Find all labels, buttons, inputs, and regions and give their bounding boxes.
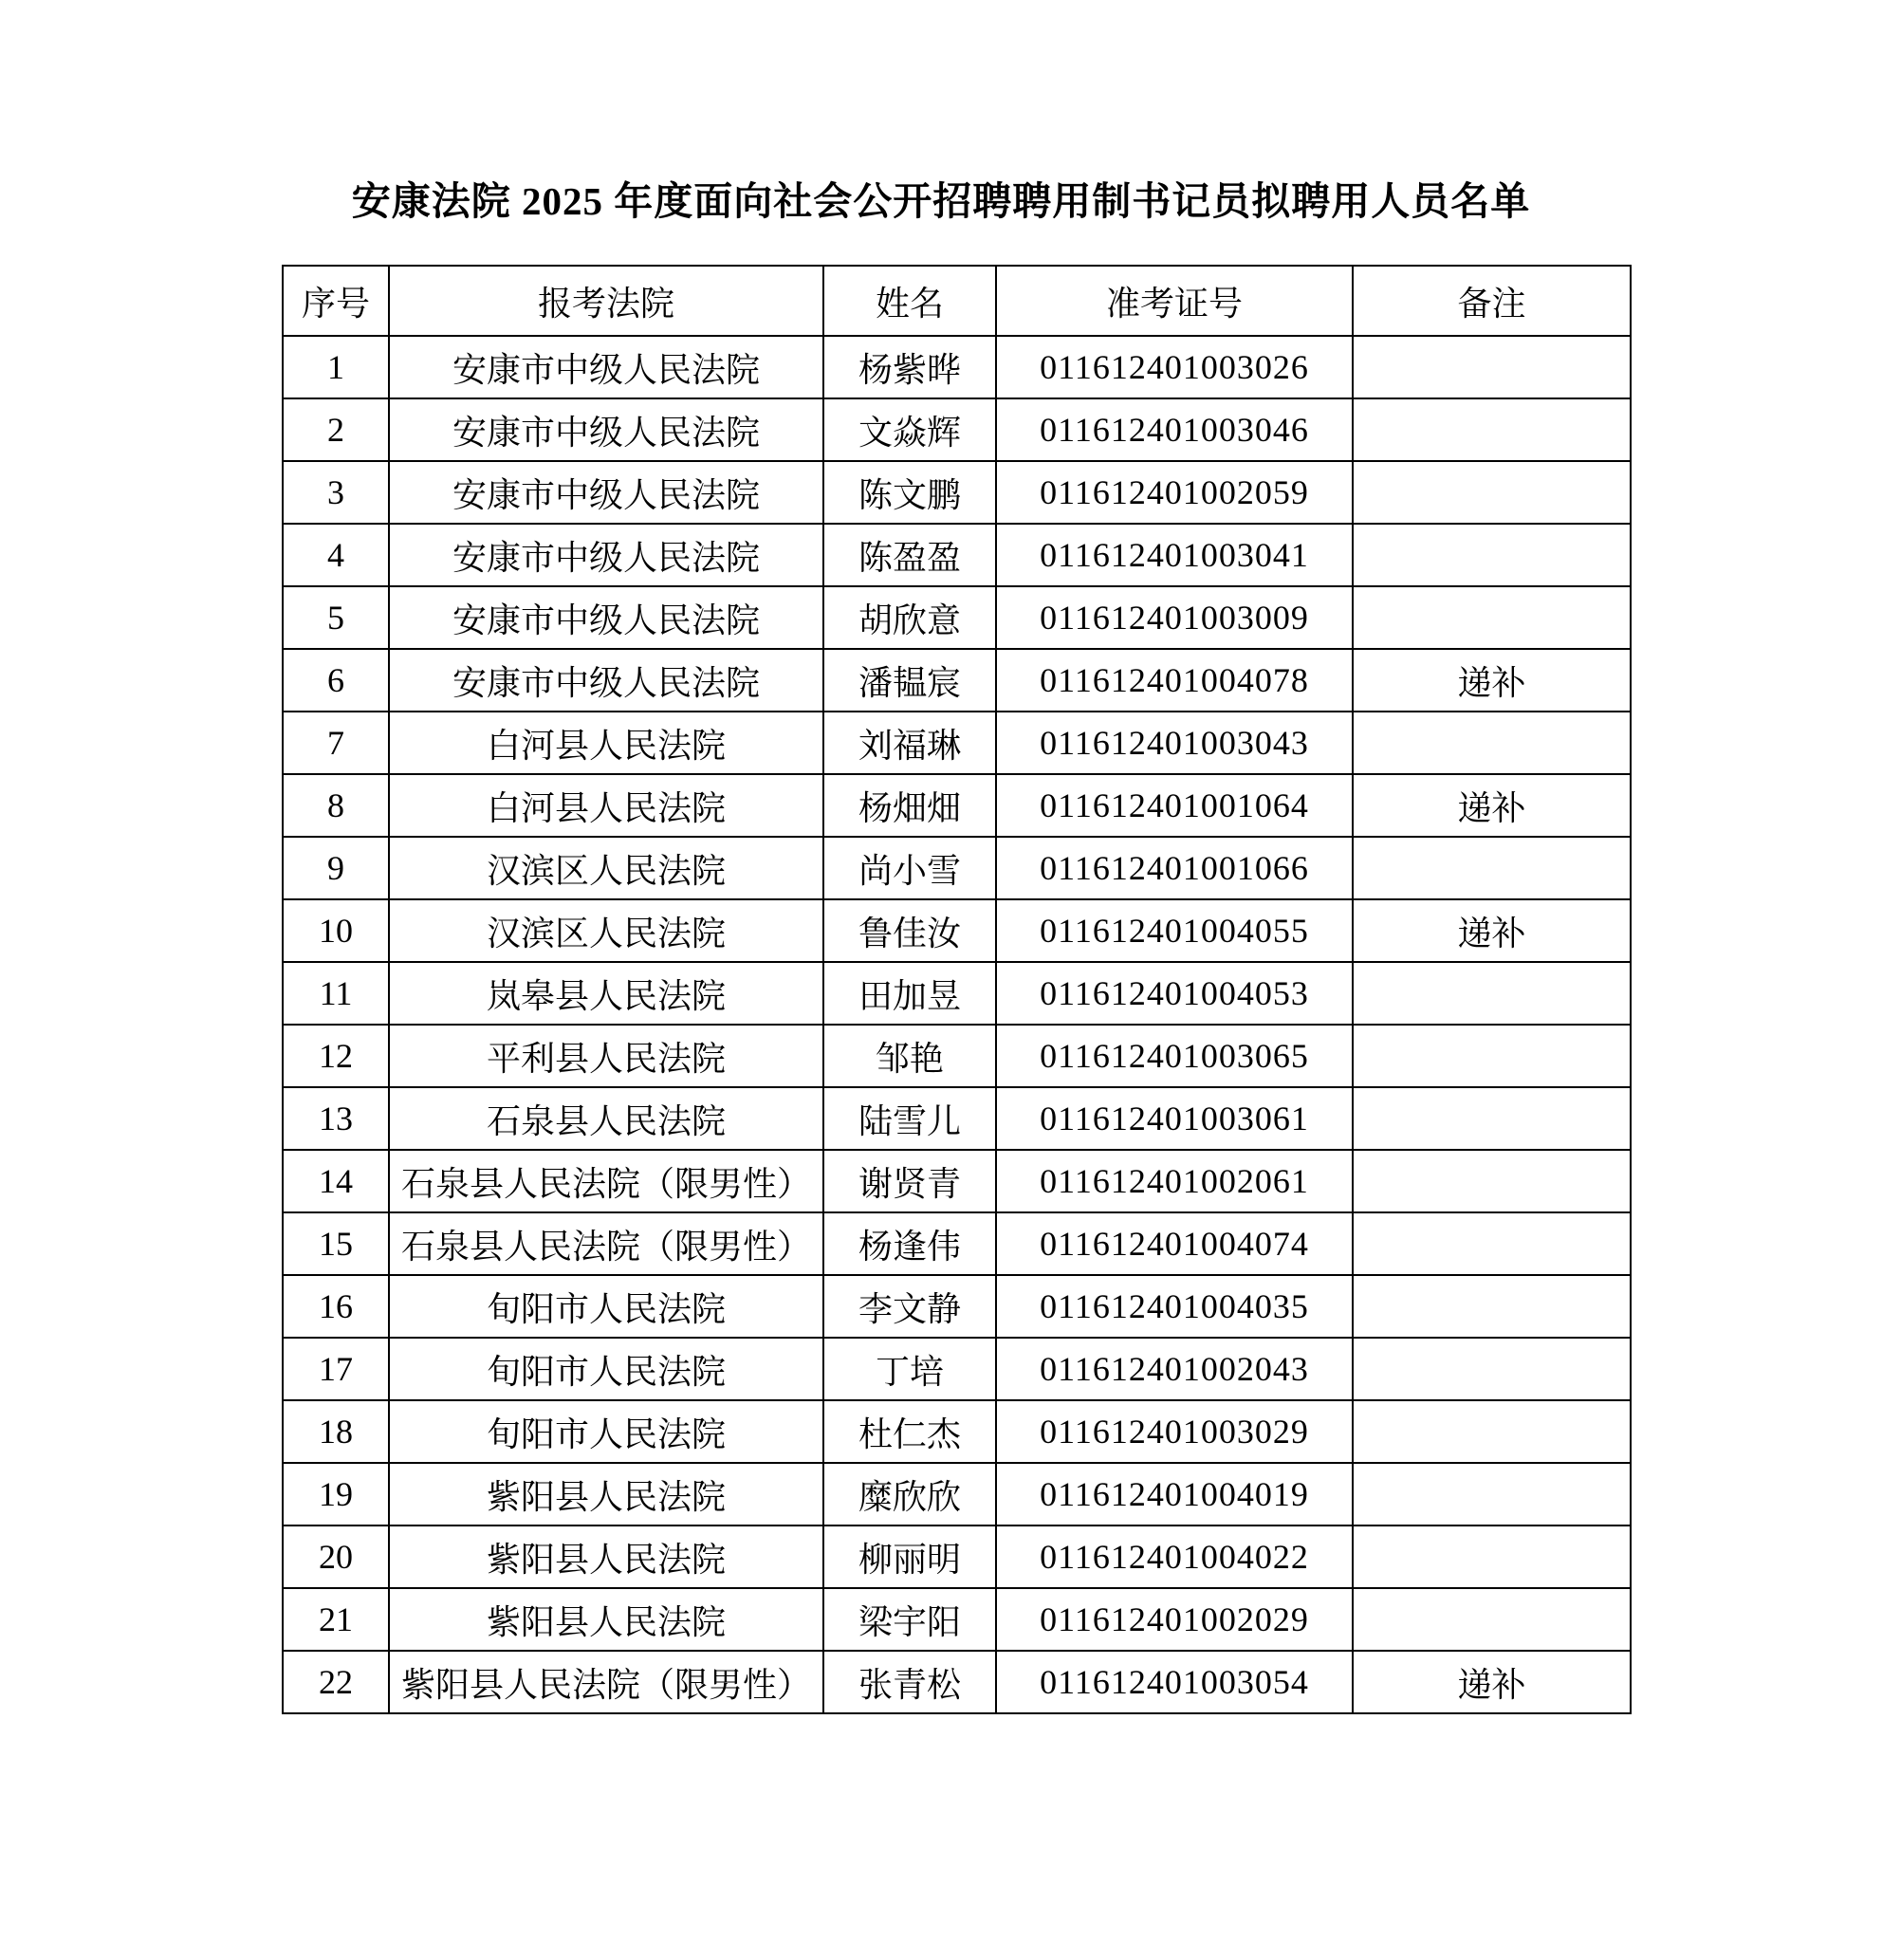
cell-name: 丁培 [823,1338,996,1400]
cell-ticket-number: 011612401004019 [996,1463,1353,1525]
cell-remarks [1353,1025,1631,1087]
cell-ticket-number: 011612401004055 [996,899,1353,962]
cell-ticket-number: 011612401003054 [996,1651,1353,1713]
cell-ticket-number: 011612401004035 [996,1275,1353,1338]
cell-serial-number: 9 [283,837,389,899]
cell-serial-number: 19 [283,1463,389,1525]
cell-serial-number: 5 [283,586,389,649]
table-row [283,398,1631,461]
cell-name: 谢贤青 [823,1150,996,1212]
cell-name: 杨畑畑 [823,774,996,837]
table-row [283,1463,1631,1525]
cell-serial-number: 2 [283,398,389,461]
cell-remarks [1353,586,1631,649]
cell-remarks [1353,1525,1631,1588]
table-row [283,586,1631,649]
cell-serial-number: 10 [283,899,389,962]
cell-remarks [1353,1400,1631,1463]
cell-court-applied: 安康市中级人民法院 [389,649,823,712]
cell-serial-number: 20 [283,1525,389,1588]
cell-name: 潘韫宸 [823,649,996,712]
table-row [283,524,1631,586]
cell-name: 梁宇阳 [823,1588,996,1651]
cell-serial-number: 18 [283,1400,389,1463]
cell-serial-number: 3 [283,461,389,524]
cell-court-applied: 石泉县人民法院（限男性） [389,1150,823,1212]
table-row [283,962,1631,1025]
cell-remarks [1353,1463,1631,1525]
table-row [283,712,1631,774]
cell-ticket-number: 011612401003026 [996,336,1353,398]
cell-name: 柳丽明 [823,1525,996,1588]
table-row [283,461,1631,524]
cell-remarks [1353,461,1631,524]
cell-court-applied: 紫阳县人民法院 [389,1463,823,1525]
cell-remarks: 递补 [1353,899,1631,962]
table-row [283,649,1631,712]
cell-court-applied: 安康市中级人民法院 [389,336,823,398]
cell-name: 文焱辉 [823,398,996,461]
header-name: 姓名 [823,266,996,336]
cell-name: 鲁佳汝 [823,899,996,962]
cell-name: 陆雪儿 [823,1087,996,1150]
cell-remarks [1353,1588,1631,1651]
cell-remarks: 递补 [1353,649,1631,712]
cell-court-applied: 紫阳县人民法院（限男性） [389,1651,823,1713]
cell-court-applied: 石泉县人民法院（限男性） [389,1212,823,1275]
cell-ticket-number: 011612401004078 [996,649,1353,712]
cell-name: 杨逢伟 [823,1212,996,1275]
cell-name: 尚小雪 [823,837,996,899]
cell-name: 胡欣意 [823,586,996,649]
cell-ticket-number: 011612401004074 [996,1212,1353,1275]
cell-remarks [1353,1212,1631,1275]
table-header-row [283,266,1631,336]
cell-remarks: 递补 [1353,1651,1631,1713]
cell-ticket-number: 011612401004053 [996,962,1353,1025]
cell-court-applied: 岚皋县人民法院 [389,962,823,1025]
table-row [283,1338,1631,1400]
cell-remarks [1353,837,1631,899]
table-row [283,1212,1631,1275]
table-header [283,266,1631,336]
cell-court-applied: 汉滨区人民法院 [389,899,823,962]
cell-court-applied: 汉滨区人民法院 [389,837,823,899]
cell-remarks [1353,1338,1631,1400]
header-court-applied: 报考法院 [389,266,823,336]
header-ticket-number: 准考证号 [996,266,1353,336]
cell-ticket-number: 011612401003029 [996,1400,1353,1463]
cell-name: 杜仁杰 [823,1400,996,1463]
cell-serial-number: 4 [283,524,389,586]
table-row [283,1025,1631,1087]
cell-serial-number: 14 [283,1150,389,1212]
cell-court-applied: 安康市中级人民法院 [389,461,823,524]
cell-remarks [1353,398,1631,461]
cell-court-applied: 旬阳市人民法院 [389,1275,823,1338]
cell-serial-number: 8 [283,774,389,837]
cell-serial-number: 21 [283,1588,389,1651]
cell-ticket-number: 011612401003065 [996,1025,1353,1087]
cell-serial-number: 12 [283,1025,389,1087]
hired-personnel-table [282,265,1632,1714]
cell-remarks [1353,1275,1631,1338]
cell-serial-number: 7 [283,712,389,774]
cell-ticket-number: 011612401004022 [996,1525,1353,1588]
cell-serial-number: 16 [283,1275,389,1338]
cell-serial-number: 1 [283,336,389,398]
table-body [283,336,1631,1713]
cell-name: 张青松 [823,1651,996,1713]
table-row [283,1087,1631,1150]
cell-court-applied: 旬阳市人民法院 [389,1338,823,1400]
cell-ticket-number: 011612401001066 [996,837,1353,899]
header-serial-number: 序号 [283,266,389,336]
table-row [283,1400,1631,1463]
table-row [283,336,1631,398]
cell-name: 田加昱 [823,962,996,1025]
cell-court-applied: 平利县人民法院 [389,1025,823,1087]
cell-serial-number: 22 [283,1651,389,1713]
cell-remarks [1353,1087,1631,1150]
table-row [283,1275,1631,1338]
cell-serial-number: 6 [283,649,389,712]
cell-name: 李文静 [823,1275,996,1338]
table-row [283,1525,1631,1588]
cell-ticket-number: 011612401002029 [996,1588,1353,1651]
cell-ticket-number: 011612401003046 [996,398,1353,461]
cell-name: 陈文鹏 [823,461,996,524]
cell-ticket-number: 011612401003061 [996,1087,1353,1150]
table-row [283,1150,1631,1212]
cell-court-applied: 紫阳县人民法院 [389,1525,823,1588]
cell-remarks [1353,336,1631,398]
cell-name: 邹艳 [823,1025,996,1087]
table-row [283,774,1631,837]
table-row [283,1651,1631,1713]
cell-remarks [1353,1150,1631,1212]
cell-court-applied: 紫阳县人民法院 [389,1588,823,1651]
cell-serial-number: 11 [283,962,389,1025]
cell-serial-number: 13 [283,1087,389,1150]
cell-remarks: 递补 [1353,774,1631,837]
cell-court-applied: 白河县人民法院 [389,712,823,774]
cell-serial-number: 15 [283,1212,389,1275]
cell-name: 刘福琳 [823,712,996,774]
table-row [283,899,1631,962]
cell-court-applied: 安康市中级人民法院 [389,586,823,649]
cell-ticket-number: 011612401003041 [996,524,1353,586]
cell-ticket-number: 011612401001064 [996,774,1353,837]
cell-ticket-number: 011612401003009 [996,586,1353,649]
cell-court-applied: 白河县人民法院 [389,774,823,837]
cell-court-applied: 旬阳市人民法院 [389,1400,823,1463]
cell-court-applied: 安康市中级人民法院 [389,524,823,586]
cell-ticket-number: 011612401002061 [996,1150,1353,1212]
cell-court-applied: 安康市中级人民法院 [389,398,823,461]
cell-ticket-number: 011612401002059 [996,461,1353,524]
cell-name: 陈盈盈 [823,524,996,586]
cell-remarks [1353,712,1631,774]
table-row [283,1588,1631,1651]
page-title: 安康法院 2025 年度面向社会公开招聘聘用制书记员拟聘用人员名单 [351,179,1531,223]
cell-serial-number: 17 [283,1338,389,1400]
cell-ticket-number: 011612401003043 [996,712,1353,774]
header-remarks: 备注 [1353,266,1631,336]
cell-remarks [1353,524,1631,586]
table-row [283,837,1631,899]
cell-name: 杨紫晔 [823,336,996,398]
cell-remarks [1353,962,1631,1025]
cell-court-applied: 石泉县人民法院 [389,1087,823,1150]
cell-ticket-number: 011612401002043 [996,1338,1353,1400]
cell-name: 糜欣欣 [823,1463,996,1525]
